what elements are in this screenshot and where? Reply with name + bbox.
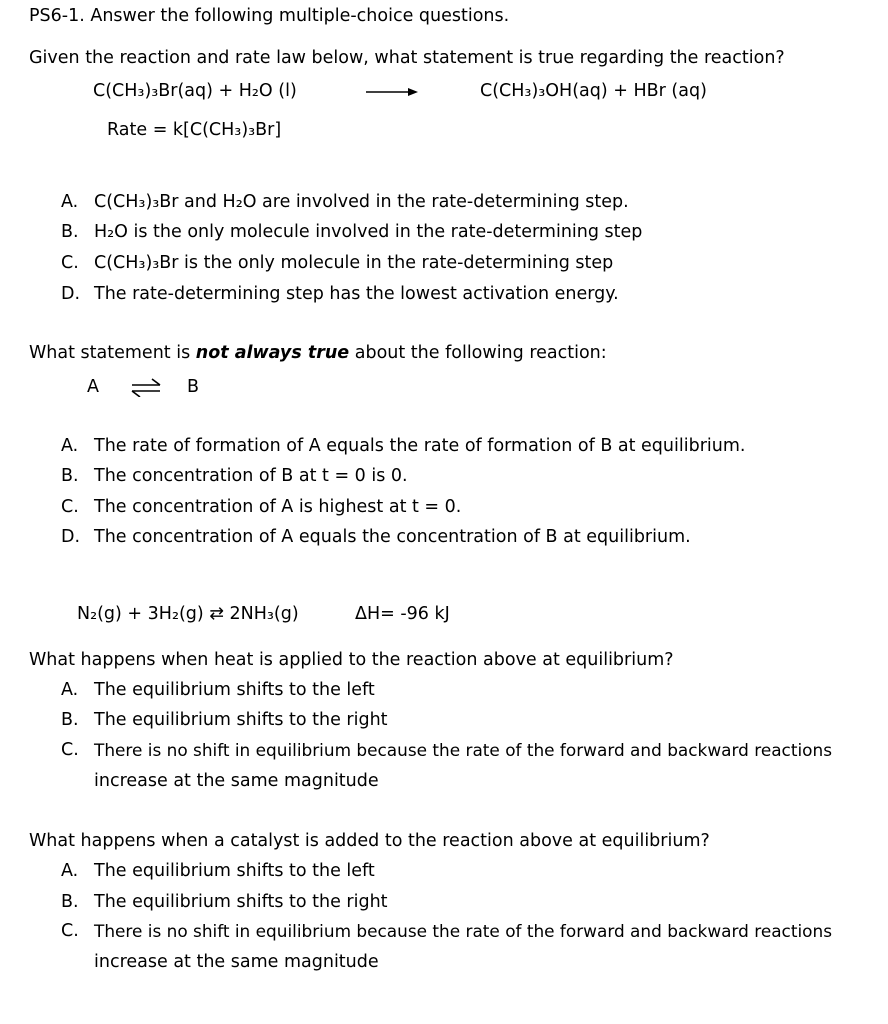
q3-option-a[interactable]: The equilibrium shifts to the left bbox=[94, 680, 375, 700]
q1-products: C(CH₃)₃OH(aq) + HBr (aq) bbox=[480, 81, 707, 101]
q1-prompt: Given the reaction and rate law below, what statement is true regarding the reaction? bbox=[29, 48, 785, 68]
q2-option-d[interactable]: The concentration of A equals the concentration of B at equilibrium. bbox=[94, 527, 691, 547]
q4-option-c-letter: C. bbox=[61, 921, 79, 941]
q1-option-a[interactable]: C(CH₃)₃Br and H₂O are involved in the rate-determining step. bbox=[94, 192, 629, 212]
q4-prompt: What happens when a catalyst is added to the reaction above at equilibrium? bbox=[29, 831, 710, 851]
q1-option-c-letter: C. bbox=[61, 253, 79, 273]
q2-product: B bbox=[187, 377, 200, 397]
page-title: PS6-1. Answer the following multiple-choice questions. bbox=[29, 6, 510, 26]
q2-option-d-letter: D. bbox=[61, 527, 81, 547]
q1-reactants: C(CH₃)₃Br(aq) + H₂O (l) bbox=[93, 81, 297, 101]
q3-option-c-letter: C. bbox=[61, 740, 79, 760]
q3-option-a-letter: A. bbox=[61, 680, 79, 700]
q2-option-a[interactable]: The rate of formation of A equals the rate of formation of B at equilibrium. bbox=[94, 436, 746, 456]
q4-option-c-line2[interactable]: increase at the same magnitude bbox=[94, 952, 379, 972]
q3-option-c-line2[interactable]: increase at the same magnitude bbox=[94, 771, 379, 791]
q3-option-b-letter: B. bbox=[61, 710, 79, 730]
q2-reactant: A bbox=[87, 377, 99, 397]
q2-option-a-letter: A. bbox=[61, 436, 79, 456]
q3-enthalpy: ΔH= -96 kJ bbox=[355, 604, 450, 624]
q1-rate-law: Rate = k[C(CH₃)₃Br] bbox=[107, 120, 282, 140]
q2-prompt-start: What statement is bbox=[29, 343, 196, 363]
q1-option-c[interactable]: C(CH₃)₃Br is the only molecule in the rate-determining step bbox=[94, 253, 614, 273]
q1-option-d-letter: D. bbox=[61, 284, 81, 304]
q4-option-b-letter: B. bbox=[61, 892, 79, 912]
q3-option-c[interactable]: There is no shift in equilibrium because the rate of the forward and backward reactions bbox=[94, 740, 832, 760]
q4-option-a[interactable]: The equilibrium shifts to the left bbox=[94, 861, 375, 881]
q1-option-a-letter: A. bbox=[61, 192, 79, 212]
q4-option-b[interactable]: The equilibrium shifts to the right bbox=[94, 892, 388, 912]
q3-option-b[interactable]: The equilibrium shifts to the right bbox=[94, 710, 388, 730]
reaction-arrow-icon bbox=[364, 86, 420, 98]
q4-option-c[interactable]: There is no shift in equilibrium because the rate of the forward and backward reactions bbox=[94, 921, 832, 941]
q1-option-d[interactable]: The rate-determining step has the lowest activation energy. bbox=[94, 284, 619, 304]
q2-option-c-letter: C. bbox=[61, 497, 79, 517]
q2-option-b[interactable]: The concentration of B at t = 0 is 0. bbox=[94, 466, 408, 486]
q2-option-b-letter: B. bbox=[61, 466, 79, 486]
q1-option-b-letter: B. bbox=[61, 222, 79, 242]
q2-option-c[interactable]: The concentration of A is highest at t = 0. bbox=[94, 497, 462, 517]
q2-prompt bbox=[29, 342, 607, 364]
q3-prompt: What happens when heat is applied to the reaction above at equilibrium? bbox=[29, 650, 674, 670]
q2-prompt-end: about the following reaction: bbox=[349, 343, 607, 363]
q2-prompt-emphasis: not always true bbox=[195, 343, 350, 363]
q1-option-b[interactable]: H₂O is the only molecule involved in the rate-determining step bbox=[94, 222, 643, 242]
equilibrium-arrow-icon bbox=[128, 377, 164, 397]
q3-equation: N₂(g) + 3H₂(g) ⇄ 2NH₃(g) bbox=[77, 604, 299, 624]
q4-option-a-letter: A. bbox=[61, 861, 79, 881]
